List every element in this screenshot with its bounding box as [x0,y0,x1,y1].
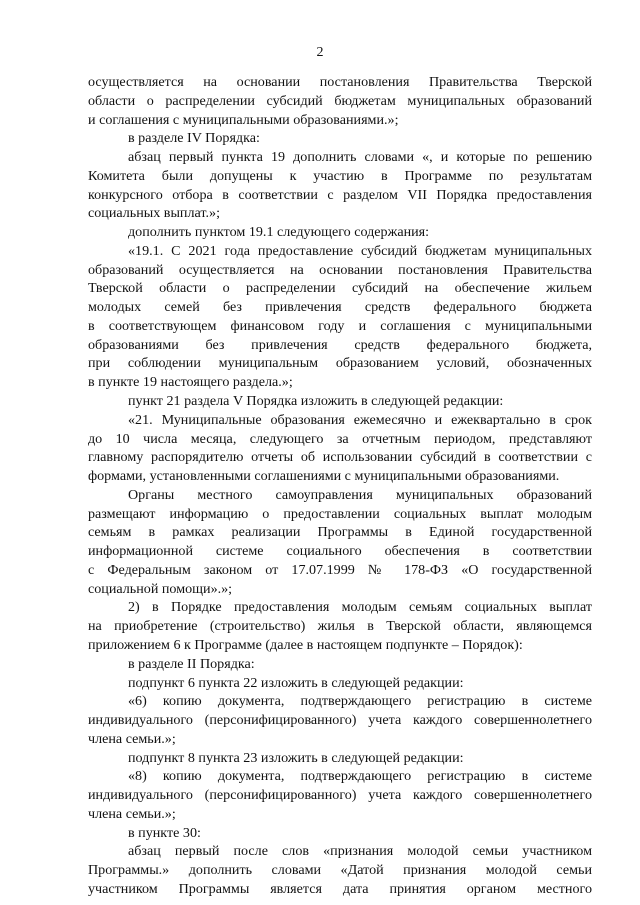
text-line: в пункте 30: [128,824,201,841]
text-line: с Федеральным законом от 17.07.1999 № 178-ФЗ «О государственной [88,561,592,578]
text-line: области о распределении субсидий бюджетам муниципальных образований [88,92,592,109]
text-line: Программы.» дополнить словами «Датой признания молодой семьи [88,862,592,879]
text-line: индивидуального (персонифицированного) учета каждого совершеннолетнего [88,712,592,729]
text-line: образований осуществляется на основании постановления Правительства [88,261,592,278]
text-line: дополнить пунктом 19.1 следующего содержания: [128,224,430,241]
text-line: члена семьи.»; [88,805,176,822]
text-line: в соответствующем финансовом году и соглашения с муниципальными [88,317,592,334]
text-line: 2) в Порядке предоставления молодым семьям социальных выплат [128,599,592,616]
text-line: семьям в рамках реализации Программы в Единой государственной [88,524,592,541]
text-line: подпункт 6 пункта 22 изложить в следующей редакции: [128,674,464,691]
text-line: формами, установленными соглашениями с муниципальными образованиями. [88,468,560,485]
text-line: пункт 21 раздела V Порядка изложить в следующей редакции: [128,393,504,410]
text-line: молодых семей без привлечения средств федерального бюджета [88,299,592,316]
text-line: и соглашения с муниципальными образованиями.»; [88,111,399,128]
document-body [88,73,592,899]
text-line: образованиями без привлечения средств федерального бюджета, [88,336,592,353]
text-line: «21. Муниципальные образования ежемесячно и ежеквартально в срок [128,411,592,428]
text-line: до 10 числа месяца, следующего за отчетным периодом, представляют [88,430,592,447]
text-line: абзац первый после слов «признания молодой семьи участником [128,843,592,860]
text-line: в разделе IV Порядка: [128,130,260,147]
text-line: индивидуального (персонифицированного) учета каждого совершеннолетнего [88,787,592,804]
text-line: приложением 6 к Программе (далее в настоящем подпункте – Порядок): [88,636,523,653]
text-line: размещают информацию о предоставлении социальных выплат молодым [88,505,592,522]
text-line: осуществляется на основании постановления Правительства Тверской [88,74,592,90]
text-line: при соблюдении муниципальным образованием условий, обозначенных [88,355,592,372]
text-line: в пункте 19 настоящего раздела.»; [88,374,293,391]
text-line: Органы местного самоуправления муниципальных образований [128,486,592,503]
text-line: участником Программы является дата принятия органом местного [88,880,592,897]
text-line: главному распорядителю отчеты об использовании субсидий в соответствии с [88,449,592,466]
text-line: «19.1. С 2021 года предоставление субсидий бюджетам муниципальных [128,242,592,259]
text-line: подпункт 8 пункта 23 изложить в следующей редакции: [128,749,464,766]
text-line: конкурсного отбора в соответствии с разделом VII Порядка предоставления [88,186,592,203]
text-line: «6) копию документа, подтверждающего регистрацию в системе [128,693,592,710]
text-line: члена семьи.»; [88,730,176,747]
text-line: в разделе II Порядка: [128,655,255,672]
text-line: «8) копию документа, подтверждающего регистрацию в системе [128,768,592,785]
text-line: социальной помощи».»; [88,580,233,597]
text-line: Комитета были допущены к участию в Программе по результатам [88,167,592,184]
text-line: социальных выплат.»; [88,205,220,222]
text-line: информационной системе социального обеспечения в соответствии [88,543,592,560]
page-number: 2 [316,45,324,60]
text-line: Тверской области о распределении субсидий на обеспечение жильем [88,280,592,297]
text-line: абзац первый пункта 19 дополнить словами «, и которые по решению [128,149,592,166]
text-line: на приобретение (строительство) жилья в Тверской области, являющемся [88,618,592,635]
